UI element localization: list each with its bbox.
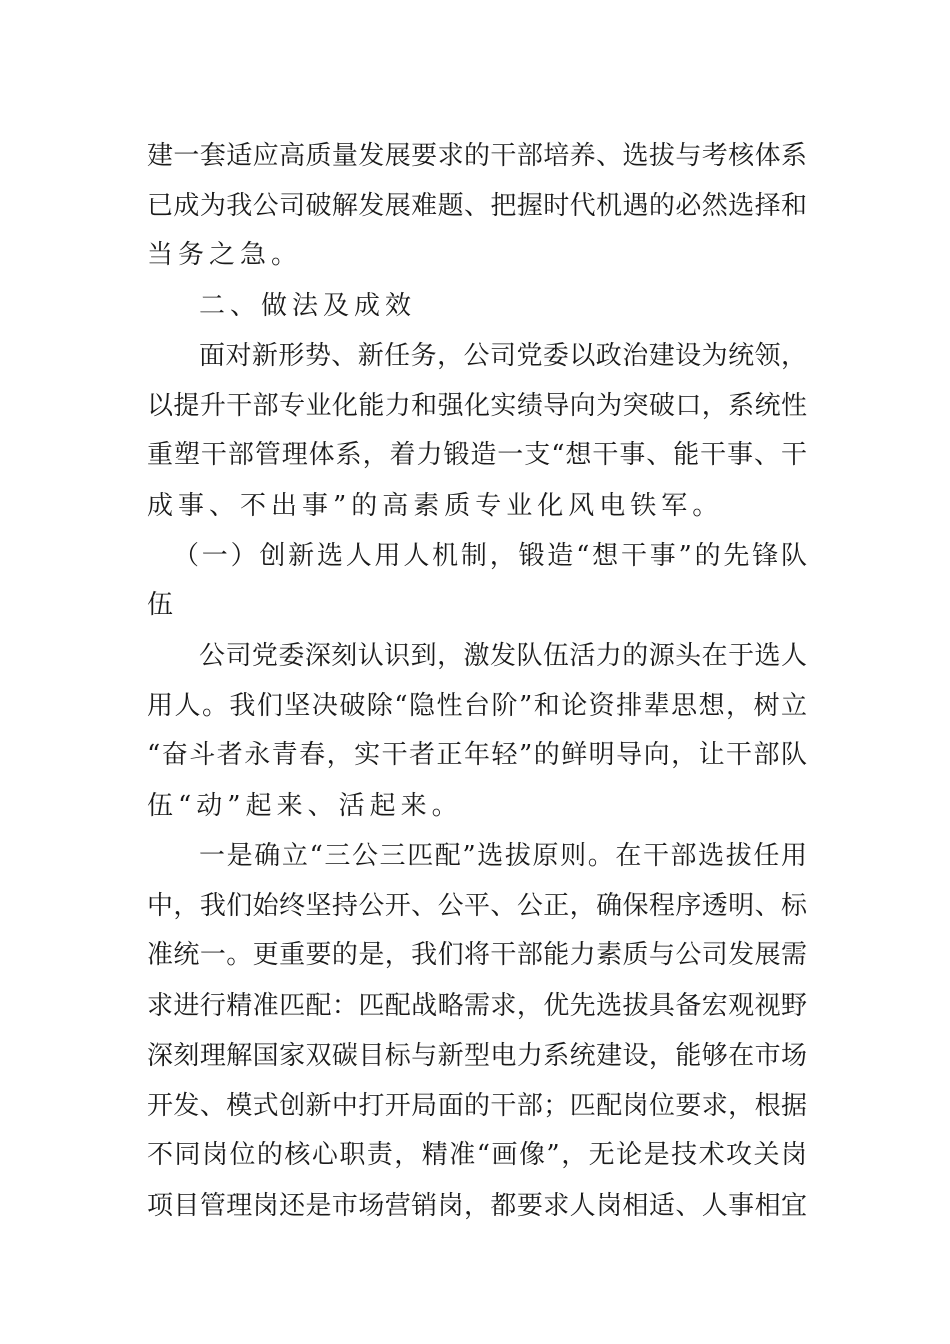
text-line: 公司党委深刻认识到，激发队伍活力的源头在于选人: [199, 641, 807, 671]
text-line: 准统一。更重要的是，我们将干部能力素质与公司发展需: [147, 940, 807, 970]
text-line: 中，我们始终坚持公开、公平、公正，确保程序透明、标: [147, 891, 807, 921]
text-line: 已成为我公司破解发展难题、把握时代机遇的必然选择和: [147, 191, 807, 221]
text-line: 一是确立“三公三匹配”选拔原则。在干部选拔任用: [199, 841, 807, 871]
text-line: 成事、不出事”的高素质专业化风电铁军。: [147, 491, 724, 521]
text-line: 当务之急。: [147, 240, 303, 270]
text-line: 用人。我们坚决破除“隐性台阶”和论资排辈思想，树立: [147, 691, 807, 721]
subsection-heading-cont: 伍: [147, 590, 179, 620]
section-heading: 二、做法及成效: [199, 291, 417, 321]
text-line: 项目管理岗还是市场营销岗，都要求人岗相适、人事相宜: [147, 1191, 807, 1221]
text-line: 深刻理解国家双碳目标与新型电力系统建设，能够在市场: [147, 1041, 807, 1071]
text-line: 开发、模式创新中打开局面的干部；匹配岗位要求，根据: [147, 1091, 807, 1121]
text-line: 伍“动”起来、活起来。: [147, 791, 463, 821]
text-line: 求进行精准匹配：匹配战略需求，优先选拔具备宏观视野: [147, 991, 807, 1021]
text-line: 不同岗位的核心职责，精准“画像”，无论是技术攻关岗: [147, 1140, 807, 1170]
text-line: 重塑干部管理体系，着力锻造一支“想干事、能干事、干: [147, 440, 807, 470]
text-line: 建一套适应高质量发展要求的干部培养、选拔与考核体系: [147, 141, 807, 171]
text-line: 面对新形势、新任务，公司党委以政治建设为统领，: [199, 341, 807, 371]
text-line: 以提升干部专业化能力和强化实绩导向为突破口，系统性: [147, 391, 807, 421]
text-line: “奋斗者永青春，实干者正年轻”的鲜明导向，让干部队: [147, 740, 807, 770]
subsection-heading: （一）创新选人用人机制，锻造“想干事”的先锋队: [173, 541, 807, 571]
